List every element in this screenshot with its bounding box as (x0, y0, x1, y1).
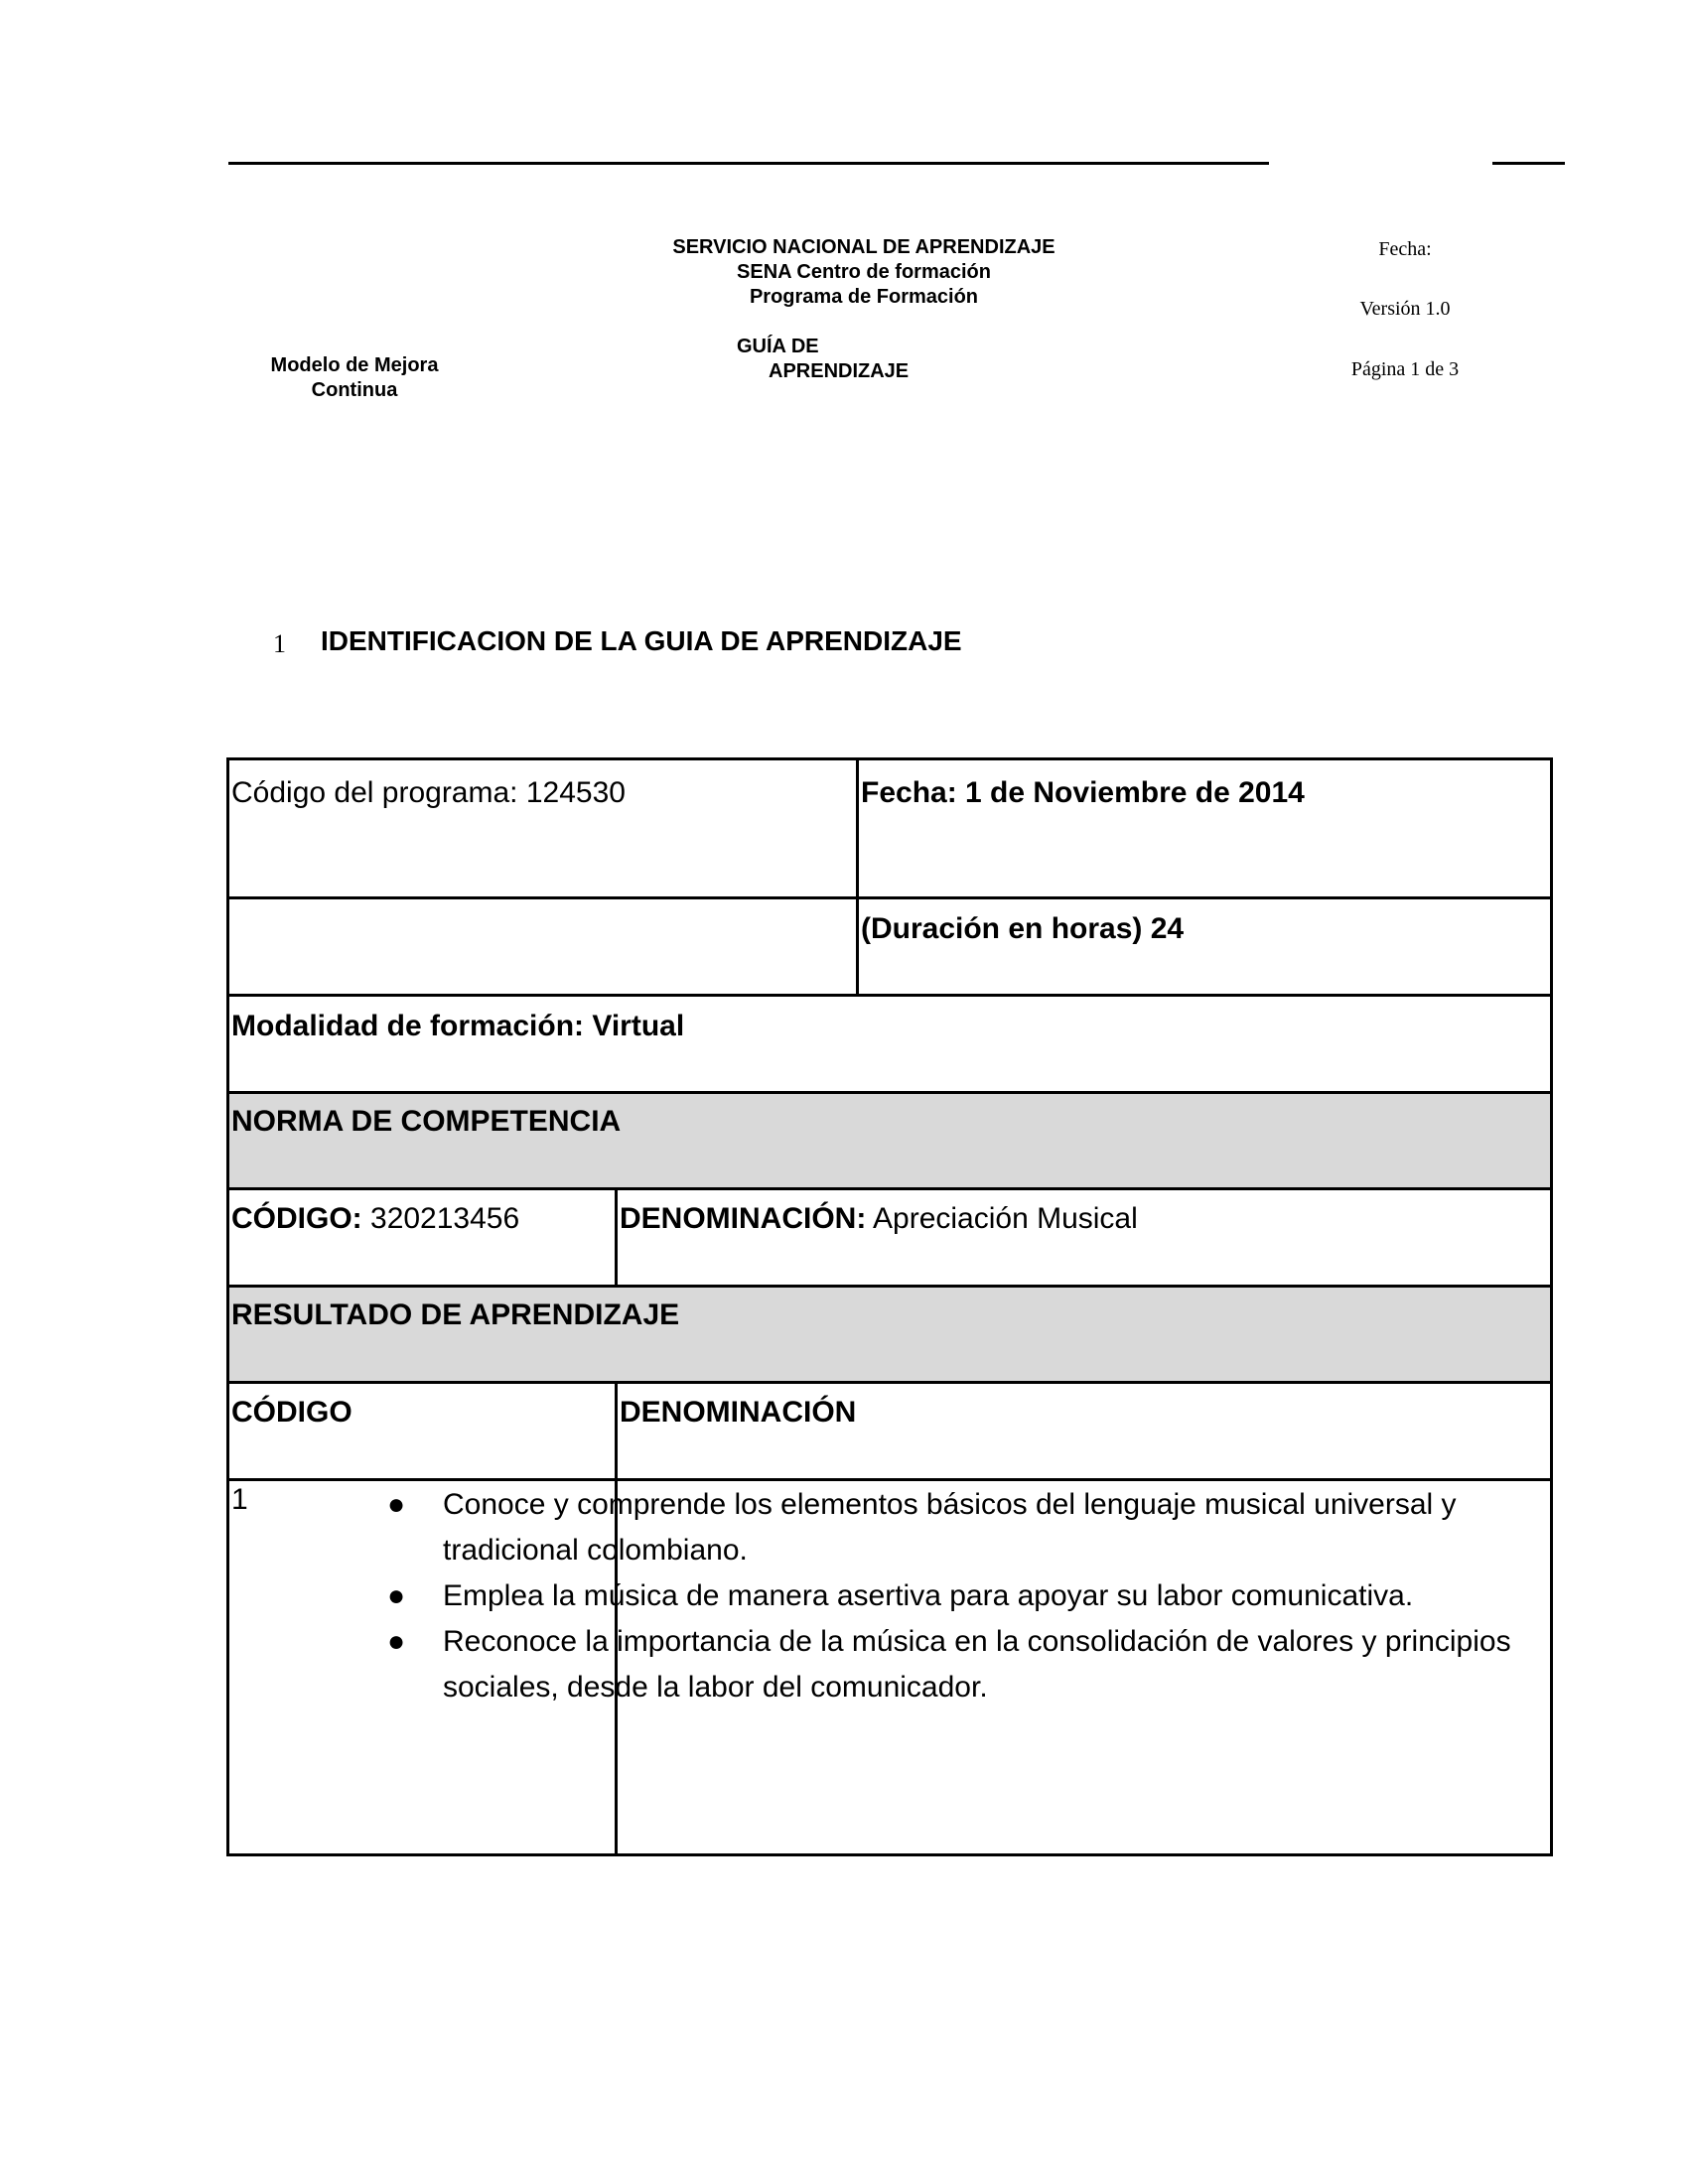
duration-hours: (Duración en horas) 24 (861, 912, 1185, 945)
competency-name (618, 1201, 1138, 1237)
table-rule (229, 1187, 1550, 1190)
col-header-codigo: CÓDIGO (231, 1396, 352, 1429)
header-rule-left (228, 162, 1269, 165)
bullet-icon: ● (387, 1625, 406, 1658)
model-line1: Modelo de Mejora (270, 354, 439, 376)
header-rule-right (1492, 162, 1565, 165)
institution-block (596, 235, 1132, 310)
bullet-icon: ● (387, 1579, 406, 1612)
resultado-header: RESULTADO DE APRENDIZAJE (231, 1298, 680, 1331)
table-rule (229, 1091, 1550, 1094)
table-rule (229, 896, 1550, 899)
fecha-label: Fecha: (1378, 238, 1432, 260)
doc-type-line1: GUÍA DE (737, 336, 819, 357)
learning-outcomes-list (387, 1482, 1549, 1710)
list-item-text: Reconoce la importancia de la música en la consolidación de valores y principios sociales, desde la labor del comunicador. (443, 1625, 1511, 1704)
col-header-denominacion: DENOMINACIÓN (620, 1396, 857, 1429)
table-date: Fecha: 1 de Noviembre de 2014 (861, 776, 1305, 809)
table-rule (229, 1381, 1550, 1384)
training-program: Programa de Formación (749, 286, 979, 308)
competency-code-value: 320213456 (361, 1202, 520, 1235)
model-block (238, 353, 471, 403)
table-rule (229, 1478, 1550, 1481)
section-number: 1 (273, 629, 286, 658)
bullet-icon: ● (387, 1488, 406, 1521)
list-item (387, 1573, 1549, 1619)
table-rule (229, 1285, 1550, 1288)
section-title: IDENTIFICACION DE LA GUIA DE APRENDIZAJE (321, 625, 962, 656)
result-code: 1 (231, 1483, 248, 1516)
training-center: SENA Centro de formación (737, 261, 991, 283)
list-item-text: Emplea la música de manera asertiva para apoyar su labor comunicativa. (443, 1579, 1414, 1612)
program-code: Código del programa: 124530 (231, 776, 626, 809)
list-item-text: Conoce y comprende los elementos básicos del lenguaje musical universal y tradicional colombiano. (443, 1488, 1457, 1567)
doc-type-line2: APRENDIZAJE (769, 360, 910, 382)
page-number: Página 1 de 3 (1350, 358, 1460, 380)
training-modality: Modalidad de formación: Virtual (231, 1010, 685, 1042)
institution-name: SERVICIO NACIONAL DE APRENDIZAJE (672, 236, 1055, 258)
table-rule (229, 994, 1550, 997)
competency-name-value: Apreciación Musical (866, 1202, 1138, 1235)
norma-header: NORMA DE COMPETENCIA (231, 1105, 622, 1138)
list-item (387, 1619, 1549, 1710)
list-item (387, 1482, 1549, 1573)
competency-code-label: CÓDIGO: (231, 1202, 362, 1235)
model-line2: Continua (311, 379, 398, 401)
competency-name-label: DENOMINACIÓN: (620, 1202, 867, 1235)
competency-code (229, 1201, 519, 1237)
version-label: Versión 1.0 (1359, 298, 1451, 320)
